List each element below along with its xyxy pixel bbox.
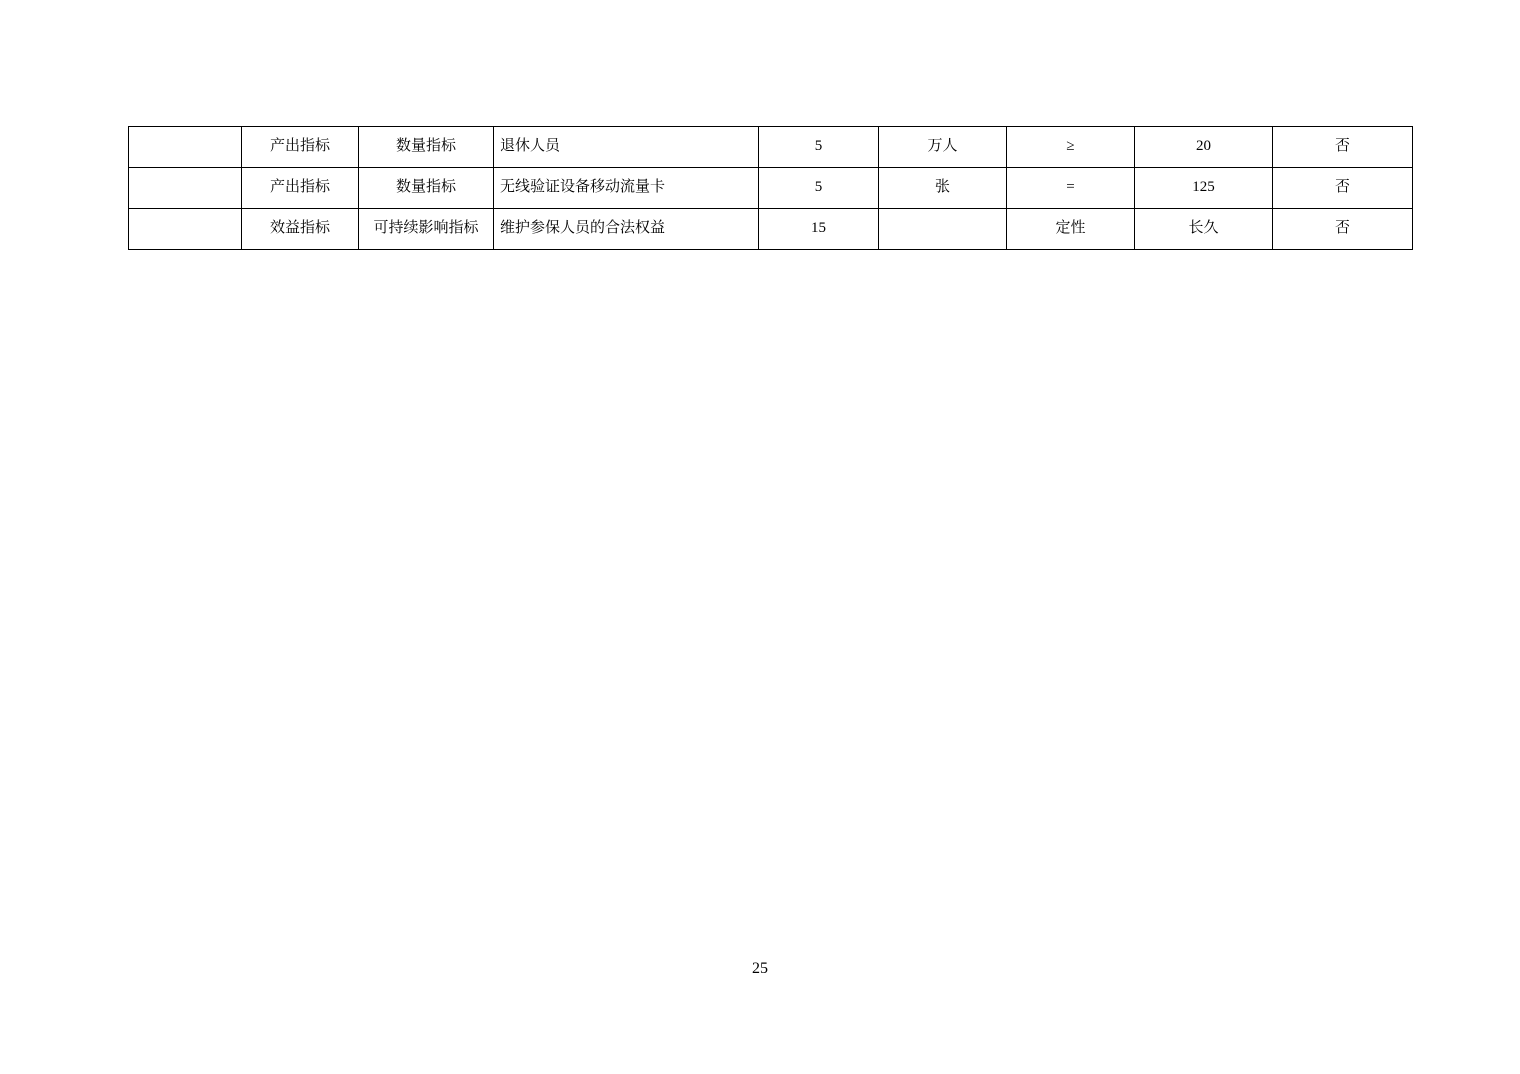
- cell-leading: [129, 127, 242, 168]
- cell-indicator-name: 无线验证设备移动流量卡: [494, 168, 759, 209]
- cell-weight: 15: [759, 209, 879, 250]
- table-row: [129, 127, 1413, 168]
- cell-indicator-subtype: 可持续影响指标: [359, 209, 494, 250]
- cell-target-value: 长久: [1135, 209, 1273, 250]
- cell-operator: ≥: [1007, 127, 1135, 168]
- cell-unit: 张: [879, 168, 1007, 209]
- cell-unit: 万人: [879, 127, 1007, 168]
- performance-indicator-table: [128, 126, 1413, 250]
- cell-flag: 否: [1273, 209, 1413, 250]
- page-number: 25: [752, 960, 768, 977]
- cell-leading: [129, 209, 242, 250]
- cell-indicator-name: 退休人员: [494, 127, 759, 168]
- cell-unit: [879, 209, 1007, 250]
- cell-flag: 否: [1273, 168, 1413, 209]
- cell-operator: 定性: [1007, 209, 1135, 250]
- cell-indicator-type: 效益指标: [242, 209, 359, 250]
- cell-indicator-name: 维护参保人员的合法权益: [494, 209, 759, 250]
- cell-weight: 5: [759, 127, 879, 168]
- cell-flag: 否: [1273, 127, 1413, 168]
- table-row: [129, 168, 1413, 209]
- cell-target-value: 125: [1135, 168, 1273, 209]
- cell-leading: [129, 168, 242, 209]
- cell-operator: =: [1007, 168, 1135, 209]
- table-row: [129, 209, 1413, 250]
- cell-target-value: 20: [1135, 127, 1273, 168]
- cell-weight: 5: [759, 168, 879, 209]
- cell-indicator-subtype: 数量指标: [359, 127, 494, 168]
- cell-indicator-type: 产出指标: [242, 168, 359, 209]
- cell-indicator-type: 产出指标: [242, 127, 359, 168]
- cell-indicator-subtype: 数量指标: [359, 168, 494, 209]
